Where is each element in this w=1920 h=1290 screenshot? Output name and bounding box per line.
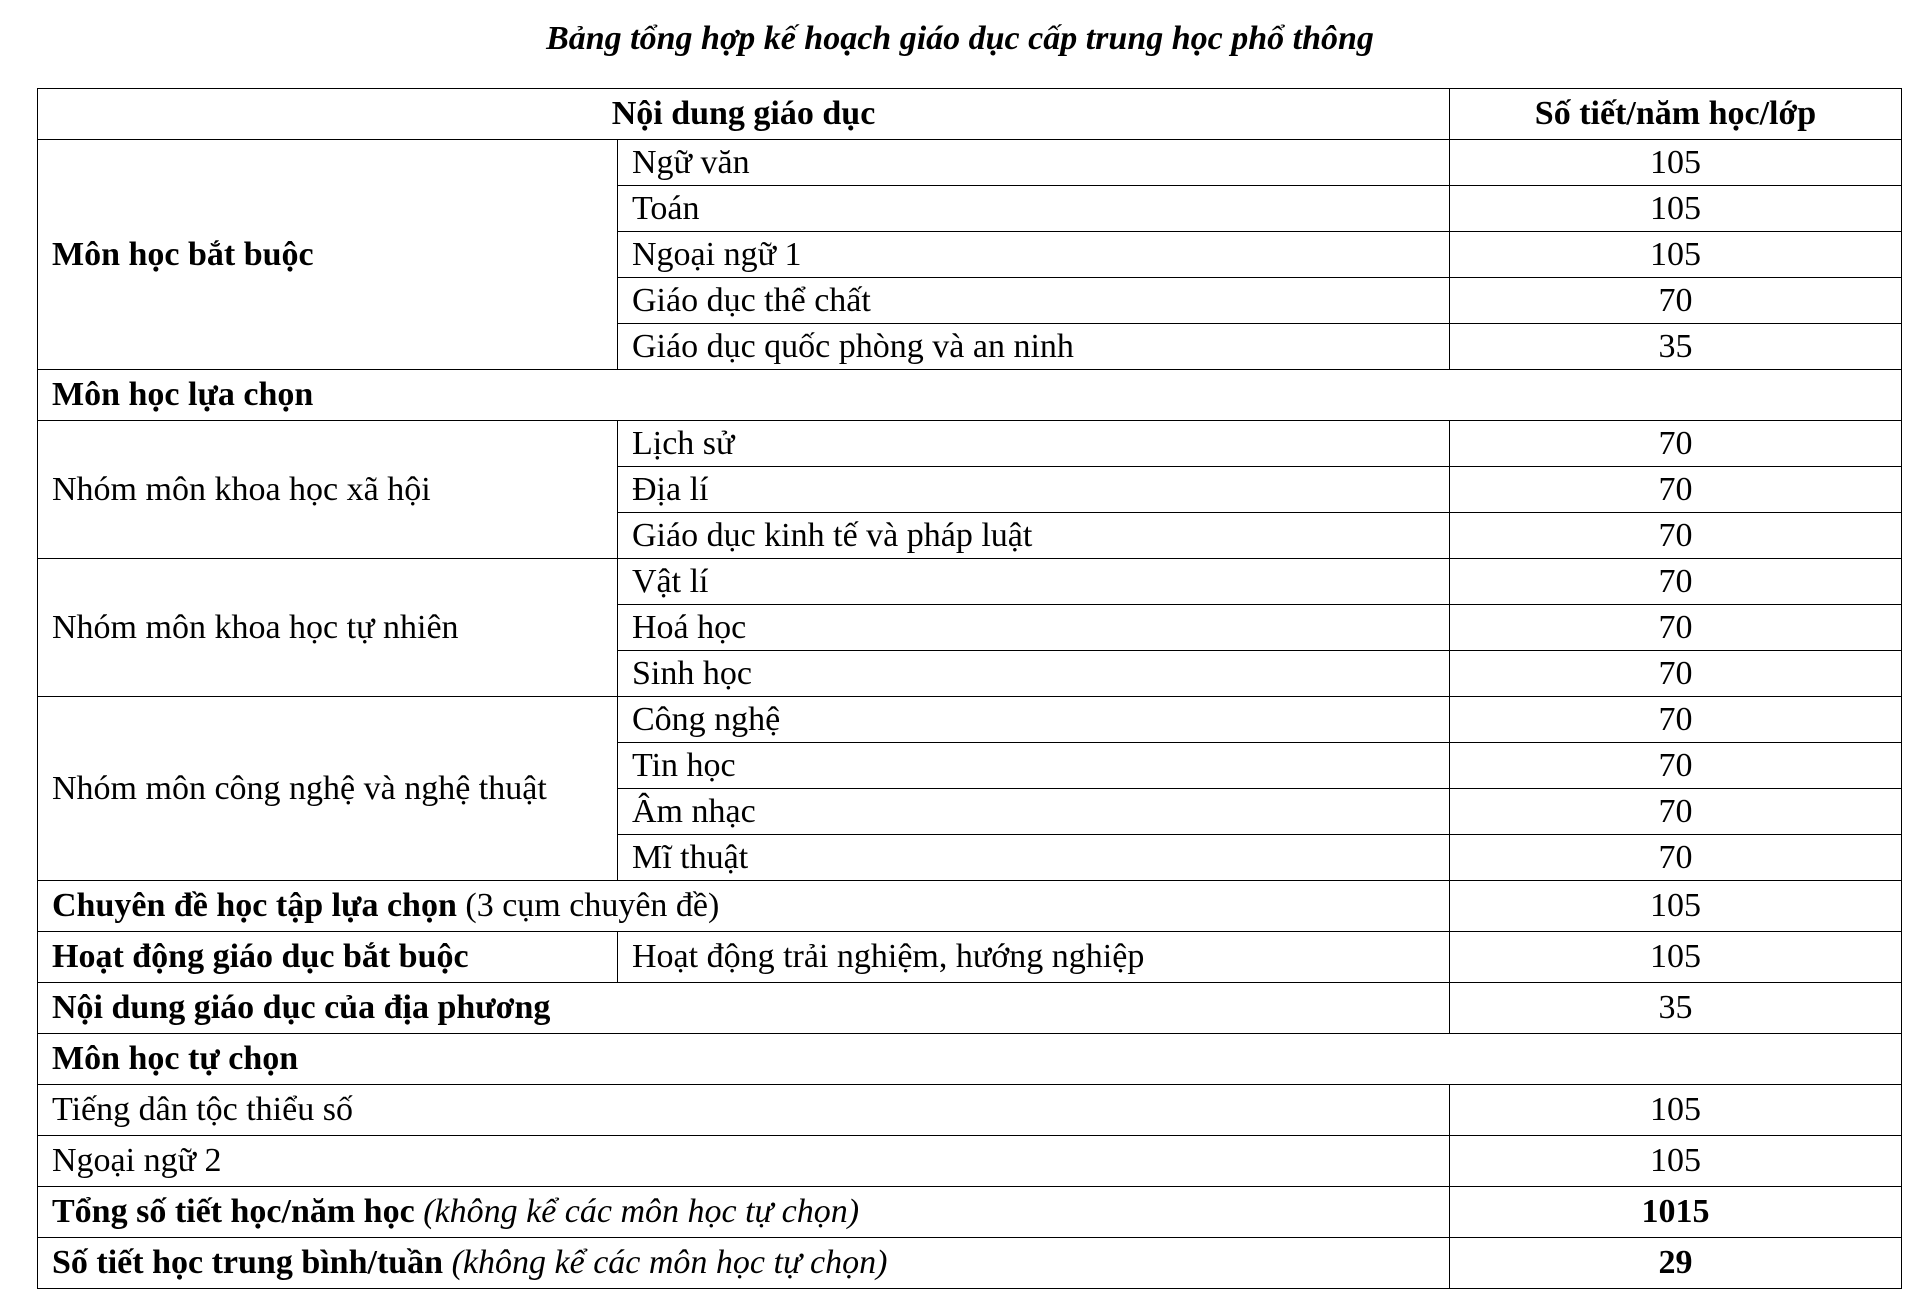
subject-periods: 70 [1450, 278, 1902, 324]
subject-name: Công nghệ [618, 697, 1450, 743]
local-label: Nội dung giáo dục của địa phương [38, 983, 1450, 1034]
subject-periods: 70 [1450, 467, 1902, 513]
table-row [38, 370, 1902, 421]
education-plan-table [37, 88, 1902, 1289]
subject-name: Tiếng dân tộc thiểu số [38, 1085, 1450, 1136]
subject-name: Mĩ thuật [618, 835, 1450, 881]
total-year-cell [38, 1187, 1450, 1238]
local-periods: 35 [1450, 983, 1902, 1034]
total-year-note: (không kể các môn học tự chọn) [414, 1193, 860, 1230]
avg-week-note: (không kể các môn học tự chọn) [443, 1244, 888, 1281]
table-row [38, 881, 1902, 932]
total-year-periods: 1015 [1450, 1187, 1902, 1238]
table-row [38, 932, 1902, 983]
table-row [38, 1238, 1902, 1289]
subject-periods: 105 [1450, 186, 1902, 232]
subject-name: Toán [618, 186, 1450, 232]
subject-name: Tin học [618, 743, 1450, 789]
table-row [38, 559, 1902, 605]
subject-name: Ngữ văn [618, 140, 1450, 186]
table-row [38, 140, 1902, 186]
document-title: Bảng tổng hợp kế hoạch giáo dục cấp trung học phổ thông [546, 20, 1374, 57]
table-row [38, 1085, 1902, 1136]
subject-name: Ngoại ngữ 1 [618, 232, 1450, 278]
topics-label: Chuyên đề học tập lựa chọn [52, 887, 457, 924]
activities-label: Hoạt động giáo dục bắt buộc [38, 932, 618, 983]
subject-name: Hoá học [618, 605, 1450, 651]
subject-name: Vật lí [618, 559, 1450, 605]
total-year-label: Tổng số tiết học/năm học [52, 1193, 415, 1230]
subject-periods: 70 [1450, 421, 1902, 467]
activities-item: Hoạt động trải nghiệm, hướng nghiệp [618, 932, 1450, 983]
topics-cell [38, 881, 1450, 932]
subject-periods: 70 [1450, 789, 1902, 835]
group-label: Nhóm môn công nghệ và nghệ thuật [38, 697, 618, 881]
topics-note: (3 cụm chuyên đề) [456, 887, 720, 924]
subject-name: Lịch sử [618, 421, 1450, 467]
optional-label: Môn học tự chọn [38, 1034, 1902, 1085]
subject-periods: 70 [1450, 605, 1902, 651]
subject-name: Ngoại ngữ 2 [38, 1136, 1450, 1187]
subject-periods: 70 [1450, 835, 1902, 881]
subject-periods: 70 [1450, 513, 1902, 559]
table-header-row [38, 89, 1902, 140]
elective-label: Môn học lựa chọn [38, 370, 1902, 421]
topics-periods: 105 [1450, 881, 1902, 932]
group-label: Nhóm môn khoa học xã hội [38, 421, 618, 559]
header-periods: Số tiết/năm học/lớp [1450, 89, 1902, 140]
table-row [38, 697, 1902, 743]
subject-periods: 70 [1450, 651, 1902, 697]
subject-name: Âm nhạc [618, 789, 1450, 835]
subject-periods: 105 [1450, 1085, 1902, 1136]
subject-periods: 70 [1450, 743, 1902, 789]
avg-week-cell [38, 1238, 1450, 1289]
table-row [38, 983, 1902, 1034]
avg-week-periods: 29 [1450, 1238, 1902, 1289]
subject-periods: 70 [1450, 697, 1902, 743]
subject-name: Giáo dục quốc phòng và an ninh [618, 324, 1450, 370]
subject-name: Giáo dục thể chất [618, 278, 1450, 324]
activities-periods: 105 [1450, 932, 1902, 983]
group-label: Nhóm môn khoa học tự nhiên [38, 559, 618, 697]
subject-name: Địa lí [618, 467, 1450, 513]
mandatory-label: Môn học bắt buộc [38, 140, 618, 370]
header-content: Nội dung giáo dục [38, 89, 1450, 140]
subject-periods: 70 [1450, 559, 1902, 605]
table-row [38, 421, 1902, 467]
table-row [38, 1136, 1902, 1187]
subject-name: Giáo dục kinh tế và pháp luật [618, 513, 1450, 559]
subject-periods: 105 [1450, 140, 1902, 186]
table-row [38, 1187, 1902, 1238]
subject-name: Sinh học [618, 651, 1450, 697]
table-row [38, 1034, 1902, 1085]
avg-week-label: Số tiết học trung bình/tuần [52, 1244, 444, 1281]
subject-periods: 35 [1450, 324, 1902, 370]
subject-periods: 105 [1450, 1136, 1902, 1187]
subject-periods: 105 [1450, 232, 1902, 278]
